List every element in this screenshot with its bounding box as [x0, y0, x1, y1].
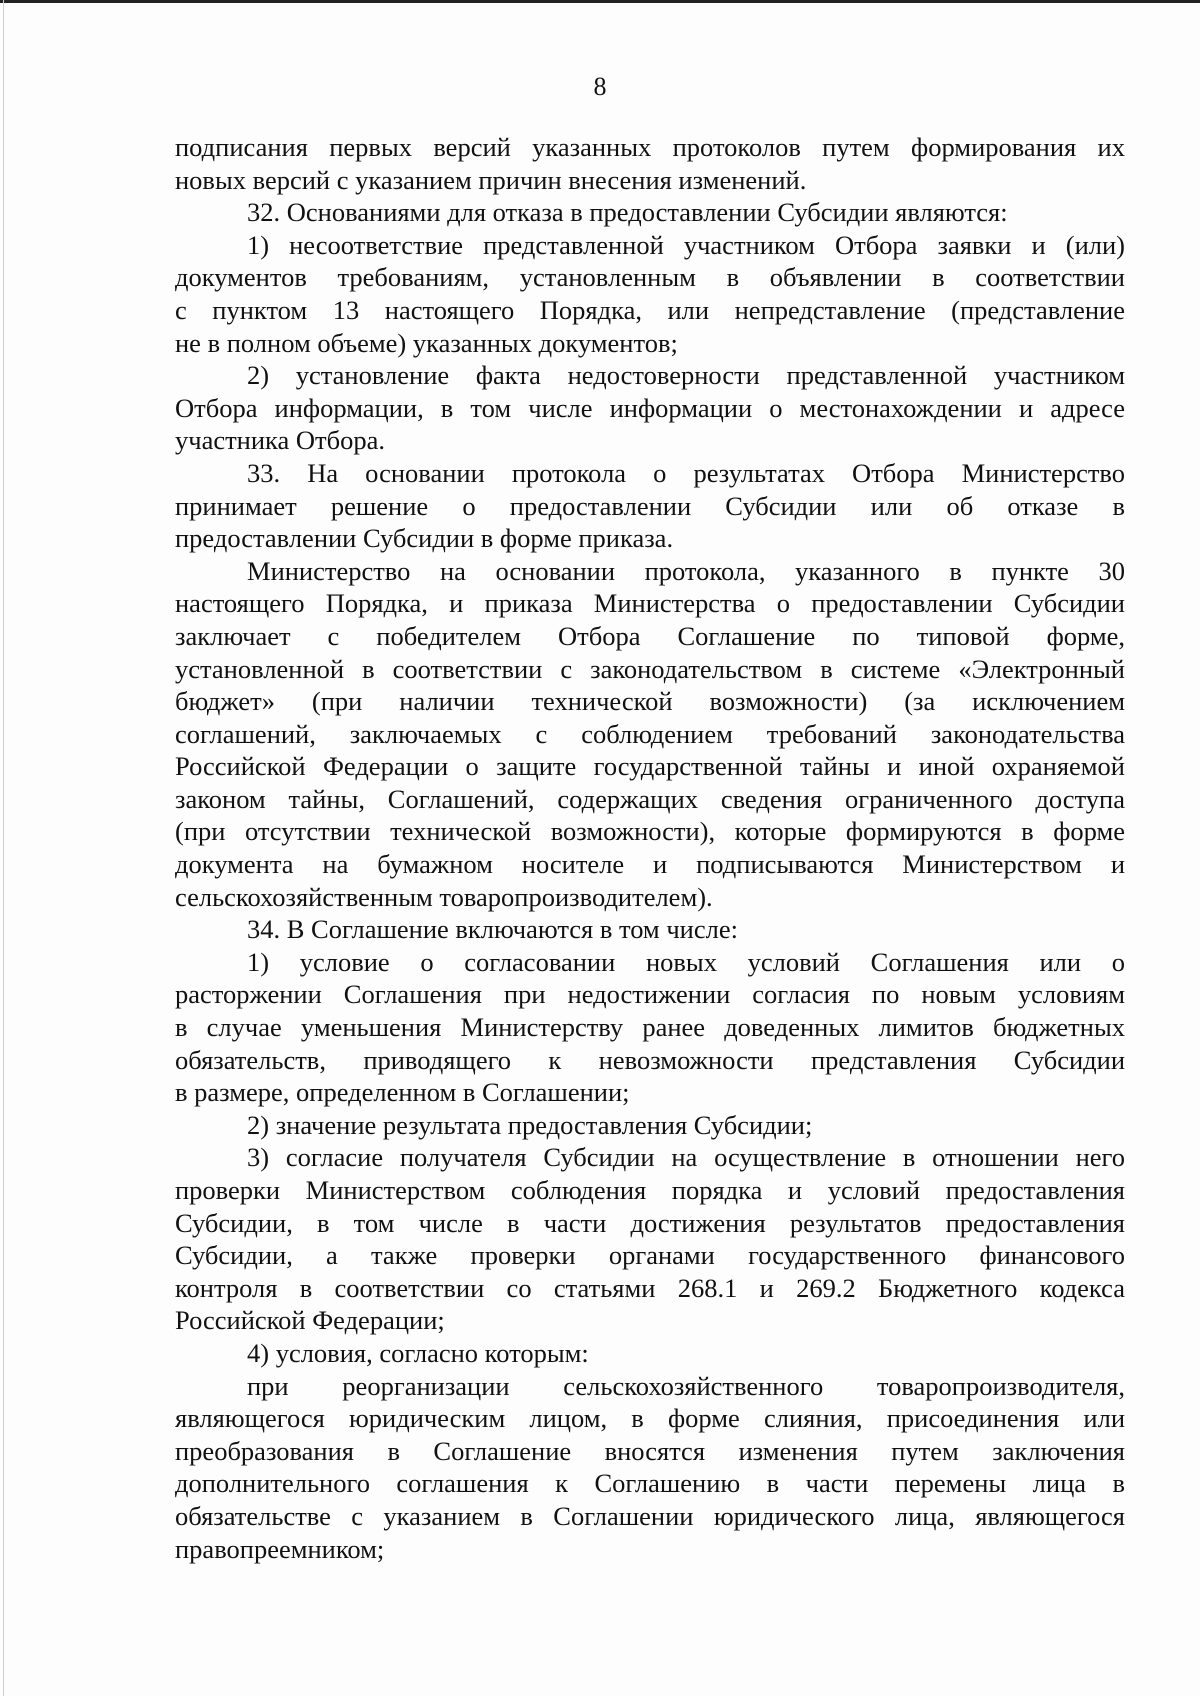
text-line: законом тайны, Соглашений, содержащих сведения ограниченного доступа: [175, 783, 1125, 814]
text-line: (при отсутствии технической возможности), которые формируются в форме: [175, 816, 1125, 847]
text-line: сельскохозяйственным товаропроизводителем).: [175, 881, 713, 912]
text-line: заключает с победителем Отбора Соглашение по типовой форме,: [175, 620, 1125, 651]
text-line: участника Отбора.: [175, 425, 385, 456]
text-line: Отбора информации, в том числе информации о местонахождении и адресе: [175, 392, 1125, 423]
text-line: новых версий с указанием причин внесения изменений.: [175, 164, 807, 195]
text-line: 33. На основании протокола о результатах Отбора Министерство: [247, 457, 1125, 488]
text-line: соглашений, заключаемых с соблюдением требований законодательства: [175, 718, 1125, 749]
text-line: дополнительного соглашения к Соглашению в части перемены лица в: [175, 1468, 1125, 1499]
text-line: в размере, определенном в Соглашении;: [175, 1077, 630, 1108]
text-line: 3) согласие получателя Субсидии на осуществление в отношении него: [247, 1142, 1125, 1173]
text-line: установленной в соответствии с законодательством в системе «Электронный: [175, 653, 1125, 684]
text-line: проверки Министерством соблюдения порядка и условий предоставления: [175, 1175, 1125, 1205]
text-line: предоставлении Субсидии в форме приказа.: [175, 523, 674, 554]
text-line: расторжении Соглашения при недостижении согласия по новым условиям: [175, 979, 1125, 1010]
text-line: 2) значение результата предоставления Субсидии;: [247, 1109, 813, 1140]
text-line: принимает решение о предоставлении Субсидии или об отказе в: [175, 490, 1125, 521]
text-line: документа на бумажном носителе и подписываются Министерством и: [175, 849, 1125, 880]
text-line: с пунктом 13 настоящего Порядка, или непредставление (представление: [175, 294, 1125, 325]
text-line: Российской Федерации о защите государственной тайны и иной охраняемой: [175, 751, 1125, 782]
text-line: бюджет» (при наличии технической возможности) (за исключением: [175, 686, 1125, 717]
document-body: [175, 131, 1125, 1565]
text-line: 4) условия, согласно которым:: [247, 1337, 589, 1368]
scan-edge-left: [3, 0, 4, 1696]
text-line: 1) условие о согласовании новых условий Соглашения или о: [247, 946, 1125, 977]
text-line: 32. Основаниями для отказа в предоставлении Субсидии являются:: [247, 197, 1008, 228]
text-line: 34. В Соглашение включаются в том числе:: [247, 914, 738, 945]
text-line: преобразования в Соглашение вносятся изменения путем заключения: [175, 1435, 1125, 1466]
text-line: Министерство на основании протокола, указанного в пункте 30: [247, 555, 1125, 586]
text-line: обязательств, приводящего к невозможности представления Субсидии: [175, 1044, 1125, 1075]
text-line: 1) несоответствие представленной участником Отбора заявки и (или): [247, 229, 1125, 260]
text-line: при реорганизации сельскохозяйственного товаропроизводителя,: [247, 1370, 1125, 1401]
text-line: Субсидии, а также проверки органами государственного финансового: [175, 1240, 1125, 1271]
text-line: Российской Федерации;: [175, 1305, 445, 1336]
page-number: 8: [593, 72, 607, 101]
text-line: 2) установление факта недостоверности представленной участником: [247, 360, 1125, 391]
text-line: документов требованиям, установленным в объявлении в соответствии: [175, 262, 1125, 293]
text-line: контроля в соответствии со статьями 268.1 и 269.2 Бюджетного кодекса: [175, 1272, 1125, 1303]
text-line: подписания первых версий указанных протоколов путем формирования их: [175, 132, 1125, 162]
text-line: настоящего Порядка, и приказа Министерства о предоставлении Субсидии: [175, 588, 1125, 619]
text-line: Субсидии, в том числе в части достижения результатов предоставления: [175, 1207, 1125, 1238]
text-line: не в полном объеме) указанных документов;: [175, 327, 678, 358]
text-line: являющегося юридическим лицом, в форме слияния, присоединения или: [175, 1403, 1125, 1434]
scan-edge-top: [0, 0, 1200, 3]
text-line: в случае уменьшения Министерству ранее доведенных лимитов бюджетных: [175, 1012, 1125, 1043]
text-line: обязательстве с указанием в Соглашении юридического лица, являющегося: [175, 1500, 1125, 1531]
text-line: правопреемником;: [175, 1533, 385, 1564]
